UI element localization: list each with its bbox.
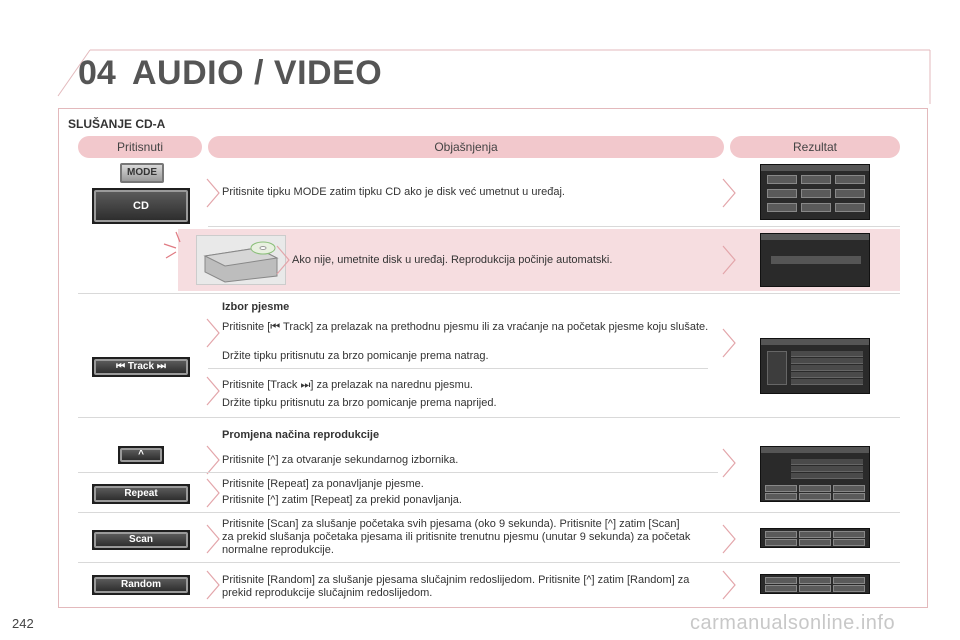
chevron-right-icon (206, 570, 220, 600)
track-button[interactable] (94, 359, 188, 375)
chevron-right-icon (722, 524, 736, 554)
submenu-button-frame (118, 446, 164, 464)
chevron-right-icon (722, 570, 736, 600)
result-screen-submenu (760, 446, 870, 502)
row-divider (78, 417, 900, 418)
sparkle-icon (160, 228, 190, 268)
heading-playback-mode: Promjena načina reprodukcije (222, 429, 380, 441)
chevron-right-icon (276, 245, 290, 275)
row-text-track-prev: Pritisnite [⏮ Track] za prelazak na prethodnu pjesmu ili za vraćanje na početak pjesme koju slušate. (222, 321, 709, 333)
chevron-right-icon (722, 178, 736, 208)
track-button-frame (92, 357, 190, 377)
result-screen-track-list (760, 338, 870, 394)
cd-button-frame (92, 188, 190, 224)
previous-track-icon: ⏮ (116, 361, 128, 372)
scan-button[interactable]: Scan (94, 532, 188, 548)
row-text-mode-cd: Pritisnite tipku MODE zatim tipku CD ako je disk već umetnut u uređaj. (222, 186, 565, 198)
next-track-icon: ⏭ (154, 361, 166, 372)
chevron-right-icon (206, 478, 220, 508)
row-text-track-prev-hold: Držite tipku pritisnutu za brzo pomicanje prema natrag. (222, 350, 489, 362)
chevron-right-icon (206, 318, 220, 348)
chapter-number: 04 (78, 54, 116, 92)
random-button-frame (92, 575, 190, 595)
mode-button[interactable]: MODE (120, 163, 164, 183)
repeat-button[interactable]: Repeat (94, 486, 188, 502)
row-text-track-next: Pritisnite [Track ⏭] za prelazak na narednu pjesmu. (222, 379, 473, 391)
chevron-right-icon (722, 448, 736, 478)
result-screen-random (760, 574, 870, 594)
column-header-explanation: Objašnjenja (208, 136, 724, 158)
row-text-repeat-stop: Pritisnite [^] zatim [Repeat] za prekid ponavljanja. (222, 494, 462, 506)
track-button-label: Track (127, 361, 155, 372)
row-divider (208, 368, 708, 369)
disc-insert-illustration (196, 235, 286, 285)
chevron-right-icon (722, 328, 736, 358)
page-number: 242 (12, 616, 34, 631)
watermark: carmanualsonline.info (690, 612, 896, 634)
row-text-track-next-hold: Držite tipku pritisnutu za brzo pomicanje prema naprijed. (222, 397, 497, 409)
row-text-scan: Pritisnite [Scan] za slušanje početaka svih pjesama (oko 9 sekunda). Pritisnite [^] zatim [Scan] za prekid slušanja početaka pjesama ili pritisnite trenutnu pjesmu (unutar 9 sekunda) za početak normalne reprodukcije. (222, 518, 691, 556)
repeat-button-frame (92, 484, 190, 504)
chevron-right-icon (206, 524, 220, 554)
chevron-right-icon (206, 445, 220, 475)
row-divider (78, 512, 900, 513)
column-header-press: Pritisnuti (78, 136, 202, 158)
row-text-repeat: Pritisnite [Repeat] za ponavljanje pjesme. (222, 478, 424, 490)
row-divider (78, 472, 718, 473)
result-screen-scan (760, 528, 870, 548)
row-divider (78, 562, 900, 563)
row-divider (208, 226, 900, 227)
row-divider (78, 293, 900, 294)
row-text-submenu: Pritisnite [^] za otvaranje sekundarnog izbornika. (222, 454, 459, 466)
row-text-random: Pritisnite [Random] za slušanje pjesama slučajnim redoslijedom. Pritisnite [^] zatim [Random] za prekid reprodukcije slučajnim redoslijedom. (222, 574, 690, 599)
chevron-right-icon (206, 178, 220, 208)
cd-button[interactable]: CD (94, 190, 188, 222)
random-button[interactable]: Random (94, 577, 188, 593)
result-screen-preparing (760, 233, 870, 287)
result-screen-mode-menu (760, 164, 870, 220)
section-title: SLUŠANJE CD-A (68, 117, 166, 131)
scan-button-frame (92, 530, 190, 550)
heading-track-selection: Izbor pjesme (222, 301, 290, 313)
row-text-insert-disc: Ako nije, umetnite disk u uređaj. Reprodukcija počinje automatski. (292, 254, 613, 266)
chevron-right-icon (206, 376, 220, 406)
chapter-title: AUDIO / VIDEO (132, 54, 383, 92)
submenu-up-button[interactable]: ^ (120, 448, 162, 462)
column-header-result: Rezultat (730, 136, 900, 158)
chevron-right-icon (722, 245, 736, 275)
